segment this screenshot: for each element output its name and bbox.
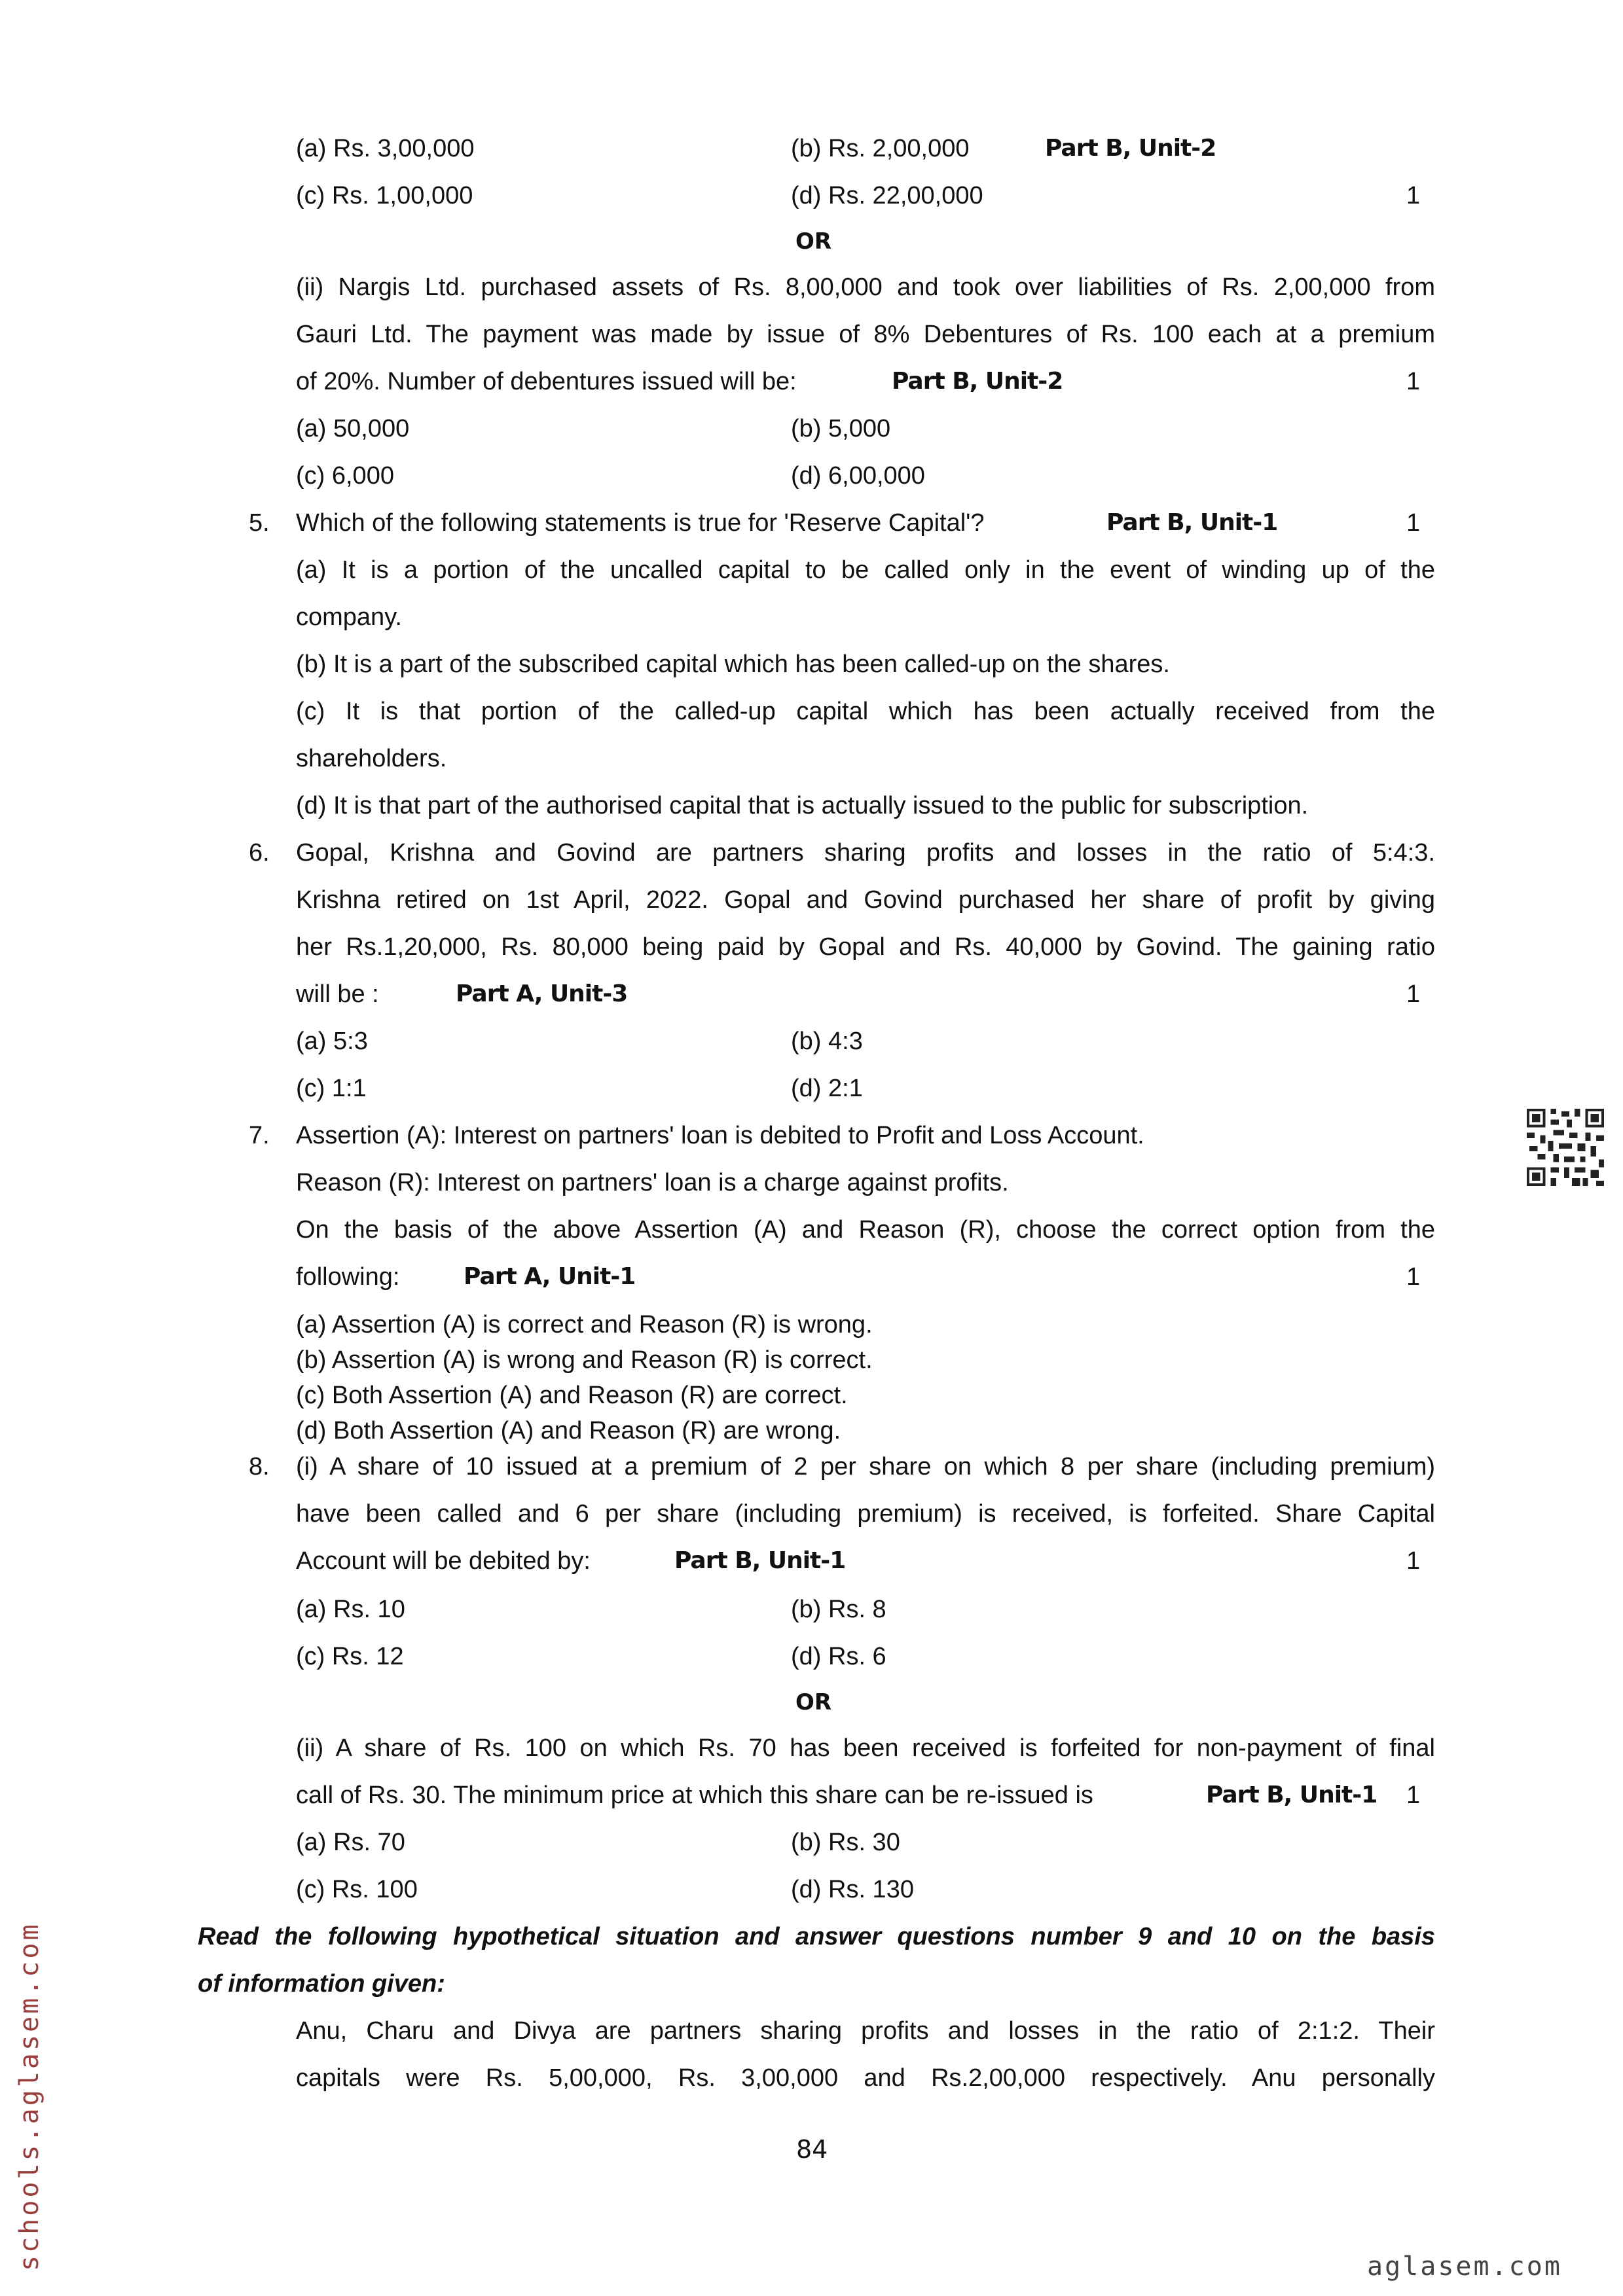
q4-option-d: (d) Rs. 22,00,000 [791, 182, 983, 209]
q8-line3: Account will be debited by: [296, 1547, 591, 1575]
q8-option-b: (b) Rs. 8 [791, 1596, 886, 1623]
q8-option-a: (a) Rs. 10 [296, 1596, 405, 1623]
q8-ii-option-b: (b) Rs. 30 [791, 1829, 900, 1856]
q8-ii-option-c: (c) Rs. 100 [296, 1876, 418, 1903]
q7-reason: Reason (R): Interest on partners' loan is a charge against profits. [296, 1169, 1009, 1196]
q4-ii-option-d: (d) 6,00,000 [791, 462, 925, 490]
passage-heading-line2: of information given: [198, 1970, 445, 1998]
q7-option-c: (c) Both Assertion (A) and Reason (R) are correct. [296, 1382, 848, 1409]
q7-basis-line1: On the basis of the above Assertion (A) and Reason (R), choose the correct option from the [296, 1216, 1435, 1244]
q7-unit-tag: Part A, Unit-1 [464, 1263, 636, 1290]
q4-ii-mark: 1 [1406, 368, 1421, 395]
q8-ii-line1: (ii) A share of Rs. 100 on which Rs. 70 has been received is forfeited for non-payment of final [296, 1734, 1435, 1762]
q5-number: 5. [249, 509, 270, 537]
q7-number: 7. [249, 1122, 270, 1149]
q8-ii-option-a: (a) Rs. 70 [296, 1829, 405, 1856]
q8-ii-option-d: (d) Rs. 130 [791, 1876, 914, 1903]
q4-ii-line1: (ii) Nargis Ltd. purchased assets of Rs. 8,00,000 and took over liabilities of Rs. 2,00,000 from [296, 274, 1435, 301]
q4-option-c: (c) Rs. 1,00,000 [296, 182, 473, 209]
q8-option-d: (d) Rs. 6 [791, 1643, 886, 1670]
q6-option-c: (c) 1:1 [296, 1075, 367, 1102]
q6-mark: 1 [1406, 980, 1421, 1008]
q6-option-d: (d) 2:1 [791, 1075, 863, 1102]
q4-unit-tag: Part B, Unit-2 [1045, 135, 1216, 162]
q5-unit-tag: Part B, Unit-1 [1106, 509, 1278, 536]
q5-option-c-line2: shareholders. [296, 745, 447, 772]
q4-option-b: (b) Rs. 2,00,000 [791, 135, 970, 162]
q8-ii-line2: call of Rs. 30. The minimum price at which this share can be re-issued is [296, 1782, 1093, 1809]
q6-unit-tag: Part A, Unit-3 [456, 980, 628, 1007]
watermark-left: schools.aglasem.com [14, 1922, 45, 2271]
q6-line4: will be : [296, 980, 379, 1008]
q5-option-a-line2: company. [296, 603, 402, 631]
q4-ii-unit-tag: Part B, Unit-2 [892, 368, 1063, 395]
q8-ii-mark: 1 [1406, 1782, 1421, 1809]
q5-option-d: (d) It is that part of the authorised capital that is actually issued to the public for subscription. [296, 792, 1309, 819]
q8-unit-tag: Part B, Unit-1 [674, 1547, 846, 1574]
page-number: 84 [796, 2135, 828, 2164]
q7-mark: 1 [1406, 1263, 1421, 1291]
q8-line1: (i) A share of 10 issued at a premium of 2 per share on which 8 per share (including premium) [296, 1453, 1435, 1480]
q6-line3: her Rs.1,20,000, Rs. 80,000 being paid by Gopal and Rs. 40,000 by Govind. The gaining ratio [296, 933, 1435, 961]
q7-option-d: (d) Both Assertion (A) and Reason (R) are wrong. [296, 1417, 841, 1444]
passage-heading-line1: Read the following hypothetical situation and answer questions number 9 and 10 on the basis [198, 1923, 1435, 1950]
q4-or-label: OR [795, 228, 832, 255]
q4-ii-option-a: (a) 50,000 [296, 415, 410, 442]
q6-line2: Krishna retired on 1st April, 2022. Gopal and Govind purchased her share of profit by giving [296, 886, 1435, 914]
q4-ii-line3: of 20%. Number of debentures issued will be: [296, 368, 797, 395]
q5-option-b: (b) It is a part of the subscribed capital which has been called-up on the shares. [296, 651, 1170, 678]
qr-code-icon[interactable] [1527, 1109, 1604, 1186]
q8-line2: have been called and 6 per share (including premium) is received, is forfeited. Share Capital [296, 1500, 1435, 1528]
passage-line2: capitals were Rs. 5,00,000, Rs. 3,00,000 and Rs.2,00,000 respectively. Anu personally [296, 2064, 1435, 2092]
watermark-right: aglasem.com [1367, 2251, 1562, 2282]
q4-mark: 1 [1406, 182, 1421, 209]
q8-mark: 1 [1406, 1547, 1421, 1575]
q5-mark: 1 [1406, 509, 1421, 537]
q4-ii-line2: Gauri Ltd. The payment was made by issue of 8% Debentures of Rs. 100 each at a premium [296, 321, 1435, 348]
q6-option-a: (a) 5:3 [296, 1028, 368, 1055]
q5-question: Which of the following statements is true for 'Reserve Capital'? [296, 509, 985, 537]
q4-ii-option-c: (c) 6,000 [296, 462, 394, 490]
q8-ii-unit-tag: Part B, Unit-1 [1206, 1782, 1377, 1808]
q5-option-a-line1: (a) It is a portion of the uncalled capital to be called only in the event of winding up of the [296, 556, 1435, 584]
q8-option-c: (c) Rs. 12 [296, 1643, 404, 1670]
q4-option-a: (a) Rs. 3,00,000 [296, 135, 475, 162]
q5-option-c-line1: (c) It is that portion of the called-up capital which has been actually received from the [296, 698, 1435, 725]
q7-basis-line2: following: [296, 1263, 400, 1291]
q4-ii-option-b: (b) 5,000 [791, 415, 891, 442]
q6-number: 6. [249, 839, 270, 867]
q7-assertion: Assertion (A): Interest on partners' loan is debited to Profit and Loss Account. [296, 1122, 1144, 1149]
q7-option-b: (b) Assertion (A) is wrong and Reason (R) is correct. [296, 1346, 873, 1374]
q8-number: 8. [249, 1453, 270, 1480]
q6-line1: Gopal, Krishna and Govind are partners sharing profits and losses in the ratio of 5:4:3. [296, 839, 1435, 867]
passage-line1: Anu, Charu and Divya are partners sharing profits and losses in the ratio of 2:1:2. Their [296, 2017, 1435, 2045]
q8-or-label: OR [795, 1689, 832, 1715]
q6-option-b: (b) 4:3 [791, 1028, 863, 1055]
q7-option-a: (a) Assertion (A) is correct and Reason (R) is wrong. [296, 1311, 873, 1338]
